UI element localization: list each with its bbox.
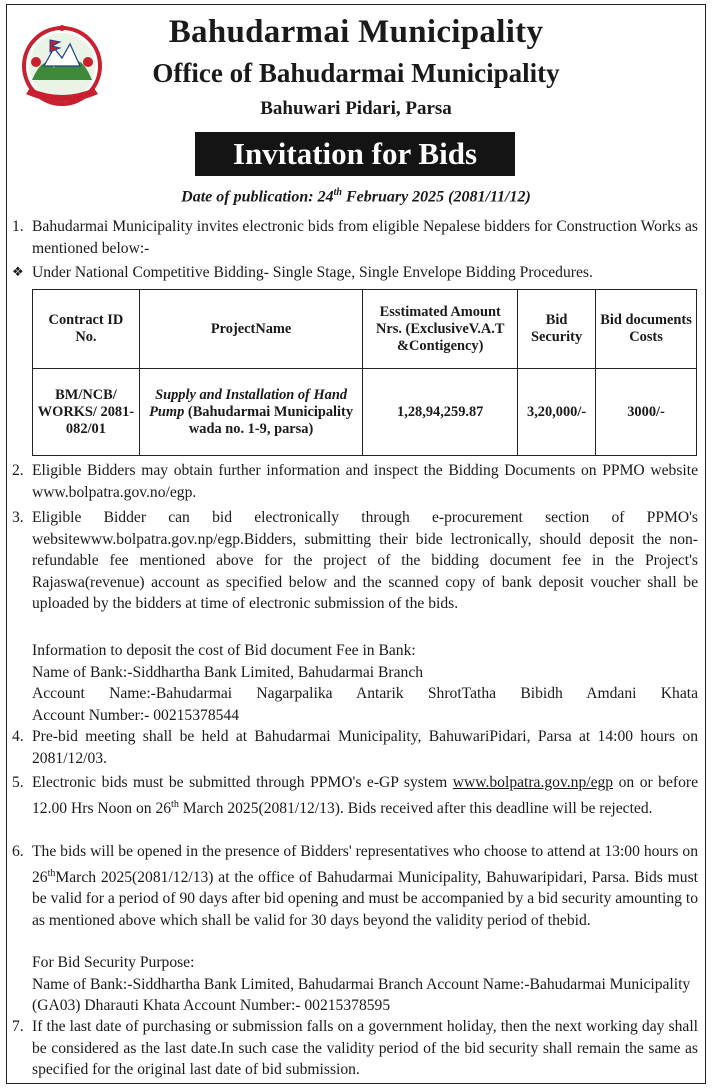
table-row [33, 369, 697, 456]
municipality-title: Bahudarmai Municipality [168, 14, 544, 50]
item-number: 3. [12, 509, 24, 526]
bidding-procedure-bullet [12, 262, 698, 284]
bank-fee-info [32, 640, 698, 726]
item-7 [12, 1016, 698, 1081]
item-number: 7. [12, 1018, 24, 1035]
bullet-text: Under National Competitive Bidding- Single Stage, Single Envelope Bidding Procedures. [32, 264, 593, 281]
item-text: If the last date of purchasing or submission falls on a government holiday, then the next working day shall be considered as the last date.In such case the validity period of the bid security shall remain the same as specified for the original last date of bid submission. [32, 1018, 698, 1078]
table-header-row [33, 290, 697, 369]
item-number: 6. [12, 843, 24, 860]
item-text: Electronic bids must be submitted through PPMO's e-GP system www.bolpatra.gov.np/egp on or before 12.00 Hrs Noon on 26th March 2025(2081/12/13). Bids received after this deadline will be rejected. [32, 774, 698, 817]
item-number: 5. [12, 774, 24, 791]
item-3 [12, 507, 698, 615]
office-title: Office of Bahudarmai Municipality [152, 58, 560, 88]
item-text: The bids will be opened in the presence of Bidders' representatives who choose to attend at 13:00 hours on 26thMarch 2025(2081/12/13) at the office of Bahudarmai Municipality, Bahuwaripidari, Parsa. Bids must be valid for a period of 90 days after bid opening and must be accompanied by a bid security amounting to as mentioned above which shall be valid for 30 days beyond the validity period of thebid. [32, 843, 698, 929]
item-6 [12, 841, 698, 931]
cell-contract-id: BM/NCB/ WORKS/ 2081-082/01 [33, 369, 140, 456]
publication-date: Date of publication: 24th February 2025 (2081/11/12) [181, 187, 531, 206]
item-number: 2. [12, 462, 24, 479]
item-number: 1. [12, 218, 24, 235]
address: Bahuwari Pidari, Parsa [260, 98, 452, 119]
account-number: Account Number:- 00215378544 [32, 706, 240, 724]
item-text: Eligible Bidder can bid electronically through e-procurement section of PPMO's websitewww.bolpatra.gov.np/egp.Bidders, submitting their bide lectronically, should deposit the non-refundable fee mentioned above for the project of the bidding document fee in the Project's Rajaswa(revenue) account as specified below and the scanned copy of bank deposit voucher shall be uploaded by the bidders at time of electronic submission of the bids. [32, 509, 698, 612]
item-4 [12, 726, 698, 769]
item-number: 4. [12, 728, 24, 745]
header-project-name: ProjectName [139, 290, 362, 369]
header-bid-security: Bid Security [518, 290, 596, 369]
egp-link[interactable]: www.bolpatra.gov.np/egp [452, 774, 614, 791]
account-name: Account Name:-Bahudarmai Nagarpalika Antarik ShrotTatha Bibidh Amdani Khata [32, 685, 698, 702]
header-contract-id: Contract ID No. [33, 290, 140, 369]
diamond-bullet-icon: ❖ [12, 265, 24, 280]
header-estimated-amount: Esstimated Amount Nrs. (ExclusiveV.A.T &Contigency) [363, 290, 518, 369]
header-bid-doc-cost: Bid documents Costs [596, 290, 697, 369]
bid-table [32, 289, 697, 456]
cell-bid-doc-cost: 3000/- [596, 369, 697, 456]
invitation-banner: Invitation for Bids [195, 132, 515, 176]
cell-bid-security: 3,20,000/- [518, 369, 596, 456]
item-1 [12, 216, 698, 259]
item-2 [12, 460, 698, 503]
bid-security-info [32, 952, 698, 1017]
cell-project-name: Supply and Installation of Hand Pump (Bahudarmai Municipality wada no. 1-9, parsa) [139, 369, 362, 456]
security-bank-details: Name of Bank:-Siddhartha Bank Limited, Bahudarmai Branch Account Name:-Bahudarmai Municipality (GA03) Dharauti Khata Account Number:- 00215378595 [32, 975, 691, 1014]
item-text: Eligible Bidders may obtain further information and inspect the Bidding Documents on PPMO website www.bolpatra.gov.no/egp. [32, 462, 698, 501]
cell-estimated-amount: 1,28,94,259.87 [363, 369, 518, 456]
bank-info-heading: Information to deposit the cost of Bid document Fee in Bank: [32, 642, 416, 659]
item-text: Pre-bid meeting shall be held at Bahudarmai Municipality, BahuwariPidari, Parsa at 14:00 hours on 2081/12/03. [32, 728, 698, 767]
item-text: Bahudarmai Municipality invites electronic bids from eligible Nepalese bidders for Construction Works as mentioned below:- [32, 218, 698, 257]
item-5 [12, 772, 698, 819]
bank-name: Name of Bank:-Siddhartha Bank Limited, Bahudarmai Branch [32, 663, 424, 681]
security-heading: For Bid Security Purpose: [32, 954, 195, 971]
